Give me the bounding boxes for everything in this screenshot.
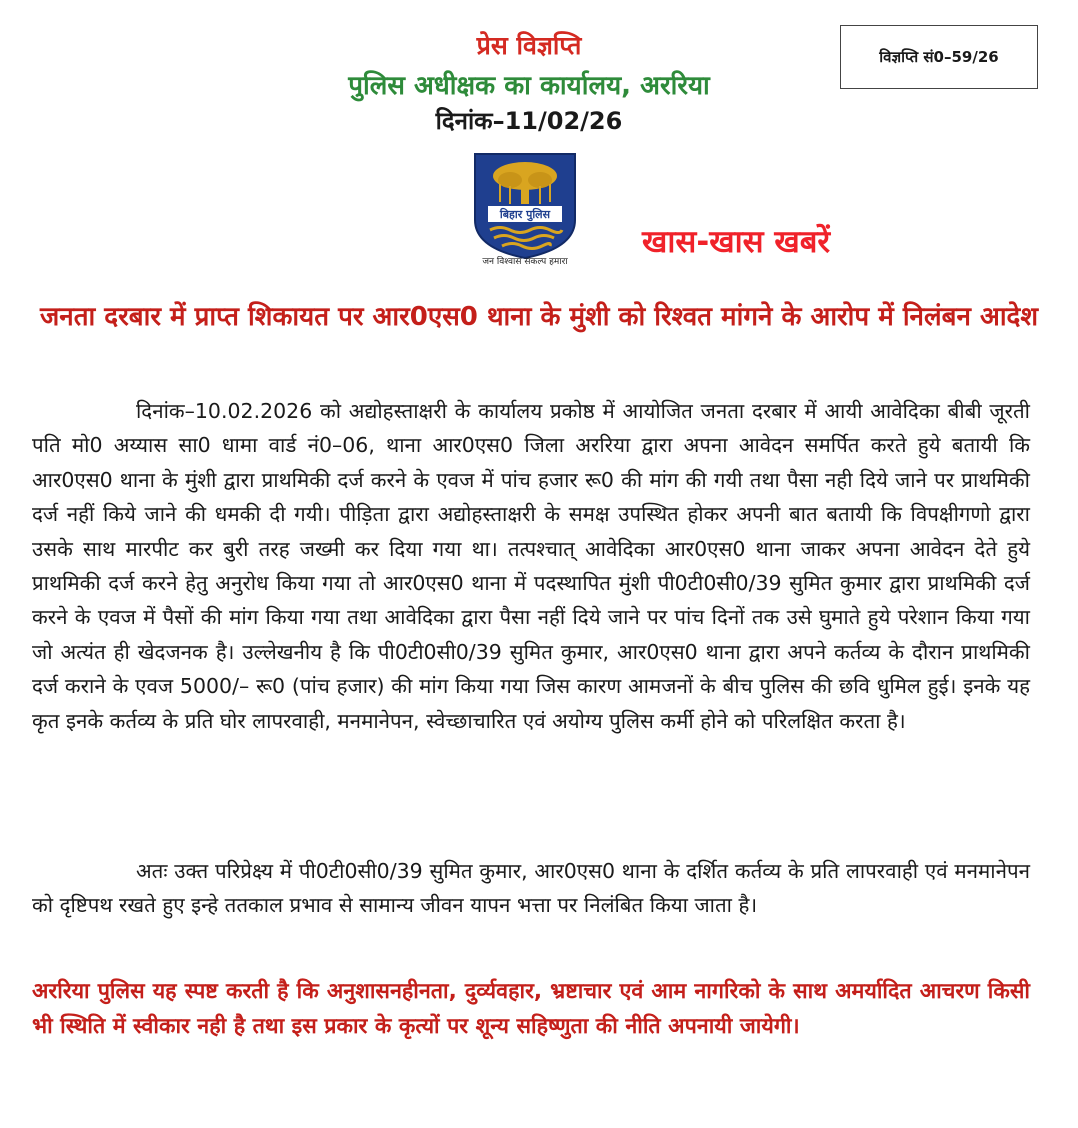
press-release-title: प्रेस विज्ञप्ति — [476, 31, 582, 60]
reference-number-box — [840, 25, 1038, 89]
headline-tag: खास-खास खबरें — [642, 224, 831, 260]
office-name: पुलिस अधीक्षक का कार्यालय, अररिया — [348, 71, 710, 101]
logo-motto: जन विश्वास संकल्प हमारा — [482, 257, 568, 267]
bihar-police-emblem-icon — [470, 150, 580, 270]
closing-statement: अररिया पुलिस यह स्पष्ट करती है कि अनुशासनहीनता, दुर्व्यवहार, भ्रष्टाचार एवं आम नागरिको के साथ अमर्यादित आचरण किसी भी स्थिति में स्वीकार नही है तथा इस प्रकार के कृत्यों पर शून्य सहिष्णुता की नीति अपनायी जायेगी। — [32, 979, 1030, 1039]
body-paragraph: दिनांक–10.02.2026 को अद्योहस्ताक्षरी के कार्यालय प्रकोष्ठ में आयोजित जनता दरबार में आयी आवेदिका बीबी जूरती पति मो0 अय्यास सा0 धामा वार्ड नं0–06, थाना आर0एस0 जिला अररिया द्वारा अपना आवेदन समर्पित करते हुये बतायी कि आर0एस0 थाना के मुंशी द्वारा प्राथमिकी दर्ज करने के एवज में पांच हजार रू0 की मांग की गयी तथा पैसा नही दिये जाने पर प्राथमिकी दर्ज नहीं किये जाने की धमकी दी गयी। पीड़िता द्वारा अद्योहस्ताक्षरी के समक्ष उपस्थित होकर अपनी बात बतायी कि विपक्षीगणो द्वारा उसके साथ मारपीट कर बुरी तरह जख्मी कर दिया गया था। तत्पश्चात् आवेदिका आर0एस0 थाना जाकर अपना आवेदन देते हुये प्राथमिकी दर्ज करने हेतु अनुरोध किया गया तो आर0एस0 थाना में पदस्थापित मुंशी पी0टी0सी0/39 सुमित कुमार द्वारा प्राथमिकी दर्ज करने के एवज में पैसों की मांग किया गया तथा आवेदिका द्वारा पैसा नहीं दिये जाने पर पांच दिनों तक उसे घुमाते हुये परेशान किया गया जो अत्यंत ही खेदजनक है। उल्लेखनीय है कि पी0टी0सी0/39 सुमित कुमार, आर0एस0 थाना द्वारा अपने कर्तव्य के दौरान प्राथमिकी दर्ज कराने के एवज 5000/– रू0 (पांच हजार) की मांग किया गया जिस कारण आमजनों के बीच पुलिस की छवि धुमिल हुई। इनके यह कृत इनके कर्तव्य के प्रति घोर लापरवाही, मनमानेपन, स्वेच्छाचारित एवं अयोग्य पुलिस कर्मी होने को परिलक्षित करता है। — [32, 399, 1030, 733]
reference-number: विज्ञप्ति सं0–59/26 — [879, 48, 999, 66]
body-paragraph: अतः उक्त परिप्रेक्ष्य में पी0टी0सी0/39 सुमित कुमार, आर0एस0 थाना के दर्शित कर्तव्य के प्रति लापरवाही एवं मनमानेपन को दृष्टिपथ रखते हुए इन्हे ततकाल प्रभाव से सामान्य जीवन यापन भत्ता पर निलंबित किया जाता है। — [32, 859, 1030, 918]
logo-label: बिहार पुलिस — [499, 208, 551, 221]
main-heading: जनता दरबार में प्राप्त शिकायत पर आर0एस0 थाना के मुंशी को रिश्वत मांगने के आरोप में निलंबन आदेश — [39, 302, 1038, 332]
release-date: दिनांक–11/02/26 — [435, 107, 623, 135]
